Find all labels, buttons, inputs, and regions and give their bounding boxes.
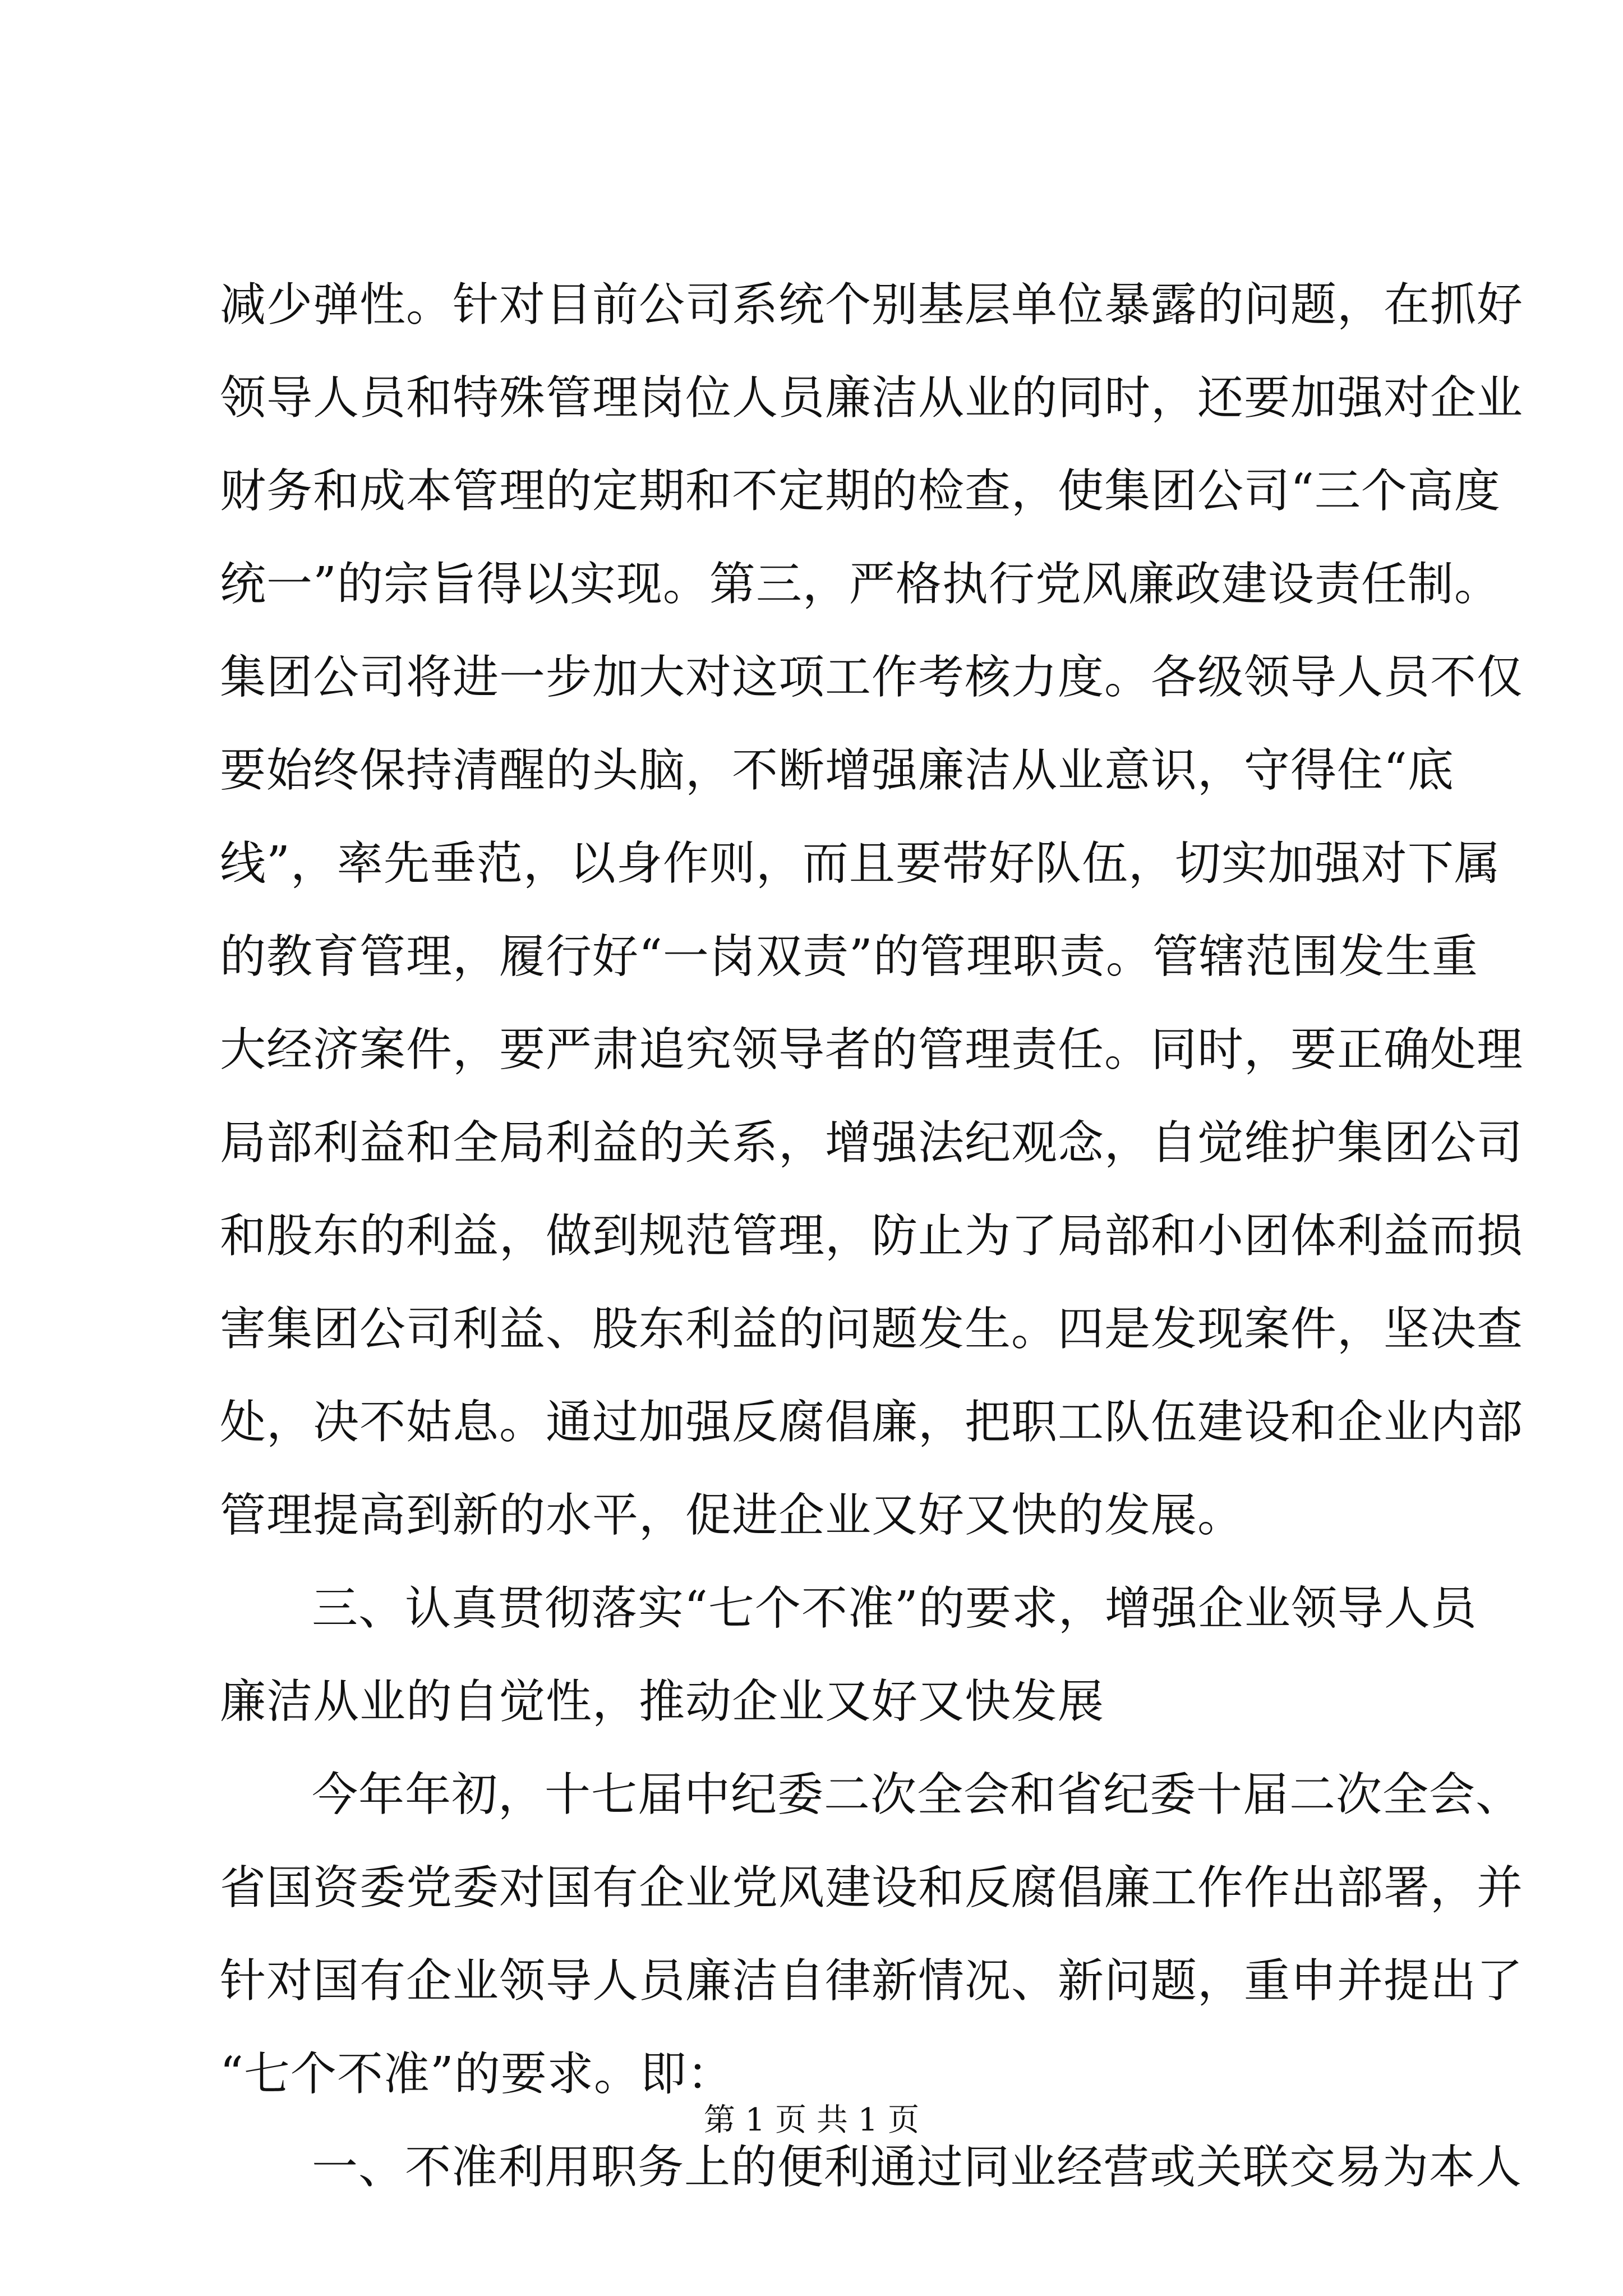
text-line: 害集团公司利益、股东利益的问题发生。四是发现案件，坚决查 (220, 1303, 1524, 1356)
text-line: 今年年初，十七届中纪委二次全会和省纪委十届二次全会、 (312, 1768, 1523, 1821)
text-line: 线”，率先垂范，以身作则，而且要带好队伍，切实加强对下属 (220, 837, 1501, 890)
list-item-line: 一、不准利用职务上的便利通过同业经营或关联交易为本人 (312, 2141, 1523, 2194)
text-line: 局部利益和全局利益的关系，增强法纪观念，自觉维护集团公司 (220, 1116, 1524, 1170)
text-line: 和股东的利益，做到规范管理，防止为了局部和小团体利益而损 (220, 1209, 1524, 1263)
text-line: 省国资委党委对国有企业党风建设和反腐倡廉工作作出部署，并 (220, 1861, 1524, 1915)
text-line: 统一”的宗旨得以实现。第三，严格执行党风廉政建设责任制。 (220, 558, 1501, 611)
text-line: 针对国有企业领导人员廉洁自律新情况、新问题，重申并提出了 (220, 1954, 1524, 2008)
text-line: “七个不准”的要求。即： (220, 2047, 734, 2101)
text-line: 要始终保持清醒的头脑，不断增强廉洁从业意识，守得住“底 (220, 744, 1454, 797)
document-body (220, 259, 1524, 2214)
section-heading-line: 三、认真贯彻落实“七个不准”的要求，增强企业领导人员 (312, 1582, 1477, 1635)
page-footer: 第 1 页 共 1 页 (703, 2102, 920, 2138)
text-line: 处，决不姑息。通过加强反腐倡廉，把职工队伍建设和企业内部 (220, 1396, 1524, 1449)
text-line: 大经济案件，要严肃追究领导者的管理责任。同时，要正确处理 (220, 1023, 1524, 1076)
text-line: 管理提高到新的水平，促进企业又好又快的发展。 (220, 1489, 1244, 1542)
text-line: 财务和成本管理的定期和不定期的检查，使集团公司“三个高度 (220, 464, 1501, 518)
text-line: 减少弹性。针对目前公司系统个别基层单位暴露的问题，在抓好 (220, 278, 1524, 332)
text-line: 领导人员和特殊管理岗位人员廉洁从业的同时，还要加强对企业 (220, 371, 1524, 425)
text-line: 集团公司将进一步加大对这项工作考核力度。各级领导人员不仅 (220, 651, 1524, 704)
text-line: 的教育管理，履行好“一岗双责”的管理职责。管辖范围发生重 (220, 930, 1478, 983)
section-heading-line: 廉洁从业的自觉性，推动企业又好又快发展 (220, 1675, 1105, 1728)
